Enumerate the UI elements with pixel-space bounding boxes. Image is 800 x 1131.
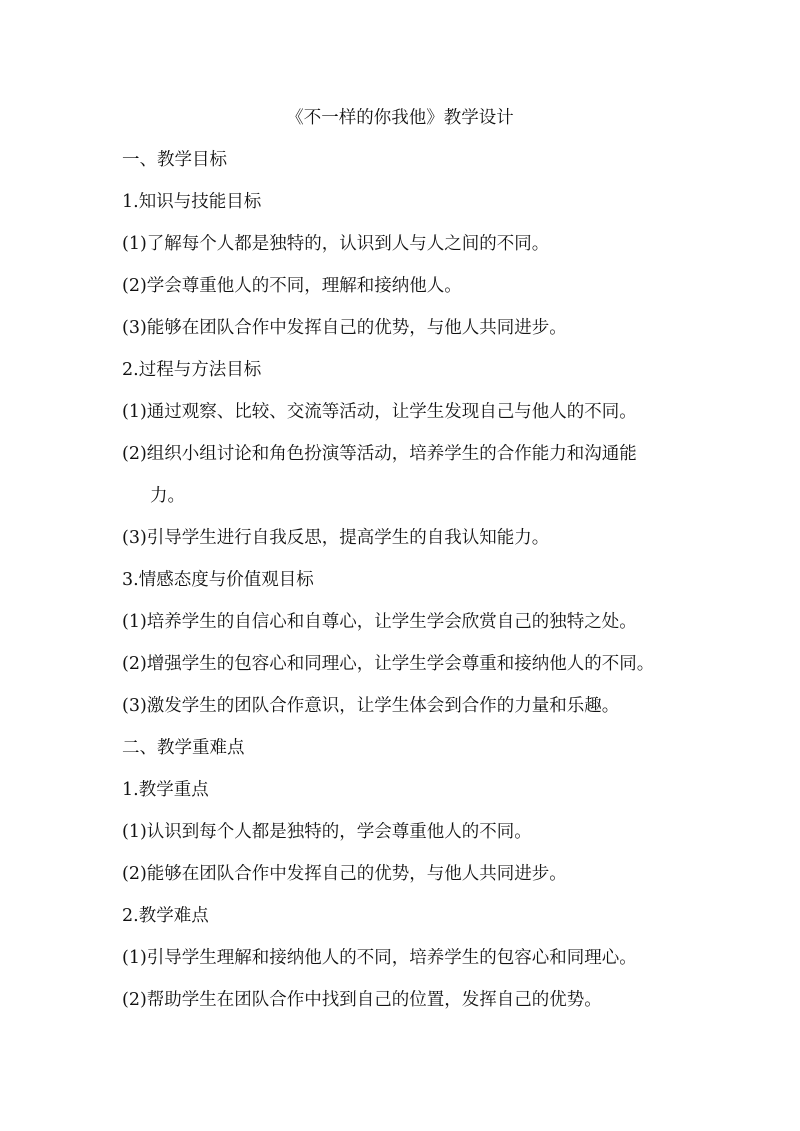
section-heading-key-difficult: 二、教学重难点 xyxy=(122,738,245,758)
list-item-continuation: 力。 xyxy=(150,486,185,506)
list-item: (2)帮助学生在团队合作中找到自己的位置，发挥自己的优势。 xyxy=(122,990,602,1010)
subheading-process-methods: 2.过程与方法目标 xyxy=(122,360,262,380)
list-item: (1)通过观察、比较、交流等活动，让学生发现自己与他人的不同。 xyxy=(122,402,637,422)
document-title: 《不一样的你我他》教学设计 xyxy=(286,108,514,128)
section-heading-objectives: 一、教学目标 xyxy=(122,150,227,170)
list-item: (2)学会尊重他人的不同，理解和接纳他人。 xyxy=(122,276,462,296)
list-item: (3)激发学生的团队合作意识，让学生体会到合作的力量和乐趣。 xyxy=(122,696,620,716)
list-item: (2)能够在团队合作中发挥自己的优势，与他人共同进步。 xyxy=(122,864,567,884)
list-item: (1)培养学生的自信心和自尊心，让学生学会欣赏自己的独特之处。 xyxy=(122,612,637,632)
list-item: (1)引导学生理解和接纳他人的不同，培养学生的包容心和同理心。 xyxy=(122,948,637,968)
list-item: (2)组织小组讨论和角色扮演等活动，培养学生的合作能力和沟通能 xyxy=(122,444,637,464)
list-item: (3)能够在团队合作中发挥自己的优势，与他人共同进步。 xyxy=(122,318,567,338)
subheading-attitudes-values: 3.情感态度与价值观目标 xyxy=(122,570,314,590)
list-item: (1)认识到每个人都是独特的，学会尊重他人的不同。 xyxy=(122,822,532,842)
list-item: (3)引导学生进行自我反思，提高学生的自我认知能力。 xyxy=(122,528,550,548)
list-item: (1)了解每个人都是独特的，认识到人与人之间的不同。 xyxy=(122,234,550,254)
subheading-difficult-points: 2.教学难点 xyxy=(122,906,209,926)
subheading-knowledge-skills: 1.知识与技能目标 xyxy=(122,192,262,212)
subheading-key-points: 1.教学重点 xyxy=(122,780,209,800)
list-item: (2)增强学生的包容心和同理心，让学生学会尊重和接纳他人的不同。 xyxy=(122,654,655,674)
